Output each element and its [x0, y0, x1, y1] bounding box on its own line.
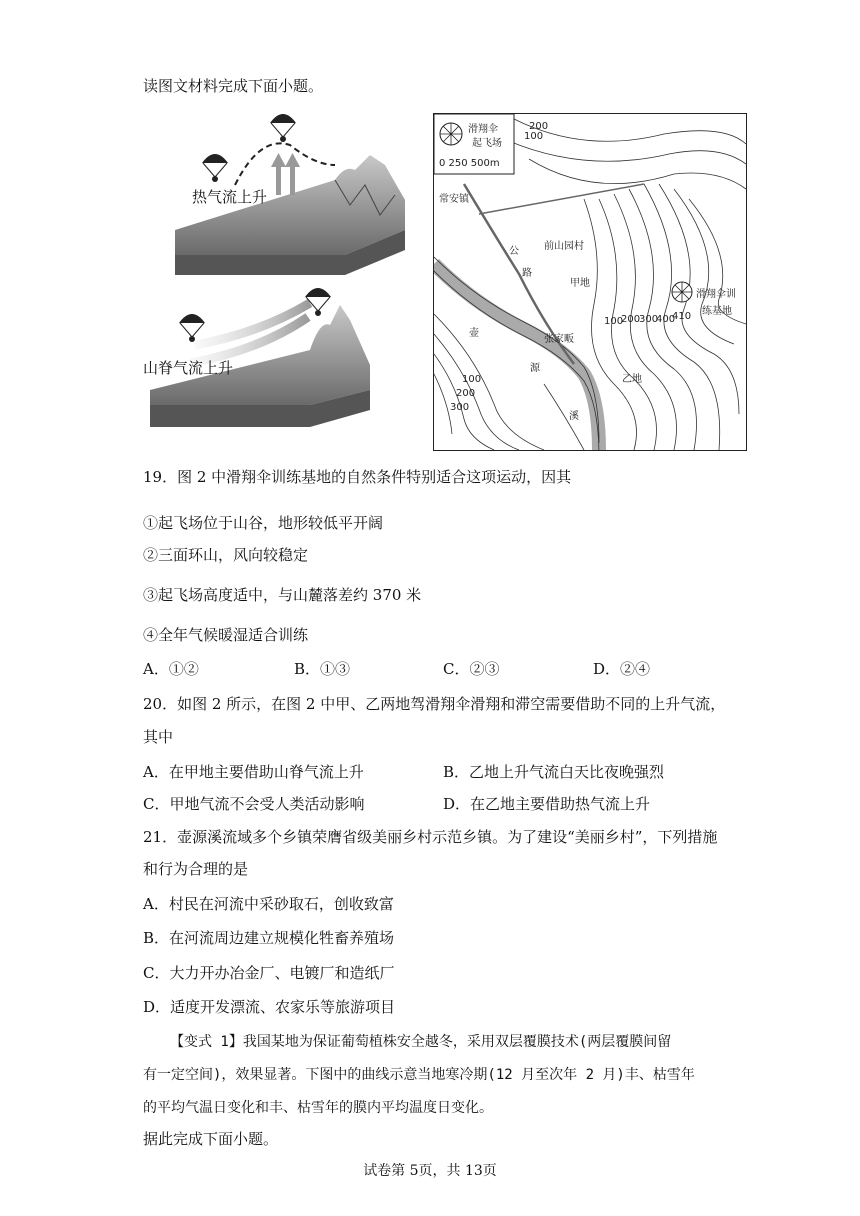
- q20-stem-2: 其中: [143, 728, 174, 746]
- svg-text:100: 100: [524, 131, 544, 142]
- flight-path: [235, 143, 335, 185]
- ridge-arrows: [190, 303, 310, 363]
- place-jia: 甲地: [570, 278, 590, 289]
- q19-item-2: ②三面环山，风向较稳定: [143, 546, 309, 564]
- place-yi: 乙地: [622, 374, 642, 385]
- svg-text:滑翔伞训: 滑翔伞训: [696, 289, 736, 300]
- page-footer: 试卷第 5页，共 13页: [363, 1163, 497, 1179]
- paraglider-icon: [202, 154, 228, 182]
- variant-line-3: 的平均气温日变化和丰、枯雪年的膜内平均温度日变化。: [143, 1100, 493, 1116]
- q21-option-b[interactable]: B．在河流周边建立规模化牲畜养殖场: [143, 929, 395, 947]
- q19-stem: 19．图 2 中滑翔伞训练基地的自然条件特别适合这项运动，因其: [143, 468, 572, 486]
- town-zhangjiafan: 张家畈: [544, 334, 574, 345]
- q19-item-3: ③起飞场高度适中，与山麓落差约 370 米: [143, 586, 422, 604]
- lift-illustration: [140, 105, 425, 440]
- svg-text:0 250 500m: 0 250 500m: [439, 158, 500, 169]
- svg-text:100: 100: [462, 374, 482, 385]
- q20-option-d[interactable]: D．在乙地主要借助热气流上升: [443, 795, 651, 813]
- training-base-icon: [672, 282, 692, 302]
- q21-option-a[interactable]: A．村民在河流中采砂取石，创收致富: [143, 895, 394, 913]
- contour-map: [433, 113, 747, 451]
- svg-text:路: 路: [522, 268, 532, 279]
- q20-option-a[interactable]: A．在甲地主要借助山脊气流上升: [143, 763, 364, 781]
- q19-option-c[interactable]: C．②③: [443, 660, 500, 678]
- parachute-icon: [440, 123, 462, 145]
- q21-option-d[interactable]: D．适度开发漂流、农家乐等旅游项目: [143, 998, 396, 1016]
- svg-text:滑翔伞: 滑翔伞: [468, 124, 498, 135]
- variant-line-2: 有一定空间)，效果显著。下图中的曲线示意当地寒冷期(12 月至次年 2 月)丰、枯雪年: [143, 1067, 695, 1083]
- q19-option-d[interactable]: D．②④: [593, 660, 651, 678]
- variant-line-1: 【变式 1】我国某地为保证葡萄植株安全越冬，采用双层覆膜技术(两层覆膜间留: [170, 1034, 672, 1050]
- q19-item-1: ①起飞场位于山谷，地形较低平开阔: [143, 514, 384, 532]
- svg-text:200: 200: [621, 314, 641, 325]
- svg-text:起飞场: 起飞场: [472, 138, 502, 149]
- q20-stem-1: 20．如图 2 所示，在图 2 中甲、乙两地驾滑翔伞滑翔和滞空需要借助不同的上升气流，: [143, 695, 726, 713]
- svg-text:练基地: 练基地: [702, 306, 732, 317]
- q21-stem-2: 和行为合理的是: [143, 860, 249, 878]
- svg-text:410: 410: [672, 311, 692, 322]
- town-changan: 常安镇: [439, 194, 469, 205]
- paraglider-icon: [179, 314, 205, 342]
- river: [434, 264, 599, 450]
- svg-text:400: 400: [656, 314, 676, 325]
- svg-text:300: 300: [450, 402, 470, 413]
- q21-stem-1: 21．壶源溪流域多个乡镇荣膺省级美丽乡村示范乡镇。为了建设“美丽乡村”，下列措施: [143, 828, 718, 846]
- thermal-label: 热气流上升: [192, 188, 268, 206]
- q19-item-4: ④全年气候暖湿适合训练: [143, 626, 309, 644]
- q20-option-c[interactable]: C．甲地气流不会受人类活动影响: [143, 795, 365, 813]
- svg-text:壶: 壶: [469, 328, 479, 339]
- svg-text:源: 源: [530, 363, 540, 374]
- village-qianshanyuan: 前山园村: [544, 241, 584, 252]
- thermal-arrows: [271, 153, 300, 195]
- ridge-label: 山脊气流上升: [143, 359, 234, 377]
- svg-text:200: 200: [456, 388, 476, 399]
- q19-option-b[interactable]: B．①③: [294, 660, 351, 678]
- q20-option-b[interactable]: B．乙地上升气流白天比夜晚强烈: [443, 763, 665, 781]
- q21-option-c[interactable]: C．大力开办冶金厂、电镀厂和造纸厂: [143, 964, 395, 982]
- q19-option-a[interactable]: A．①②: [143, 660, 199, 678]
- intro-text: 读图文材料完成下面小题。: [143, 77, 324, 95]
- svg-text:100: 100: [604, 316, 624, 327]
- svg-text:公: 公: [509, 246, 519, 257]
- variant-line-4: 据此完成下面小题。: [143, 1130, 279, 1148]
- svg-text:溪: 溪: [569, 411, 579, 422]
- svg-text:200: 200: [529, 121, 549, 132]
- svg-text:300: 300: [639, 314, 659, 325]
- paraglider-icon: [270, 114, 296, 142]
